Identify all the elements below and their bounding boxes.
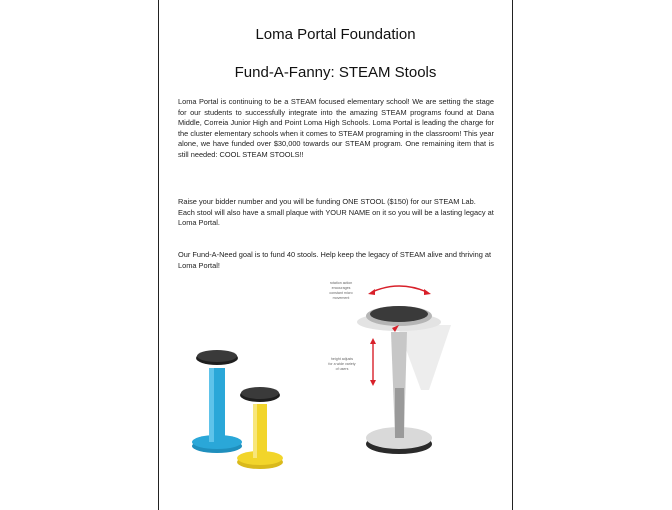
annotation-rotation-2: encourages: [331, 286, 351, 290]
annotation-rotation-1: rotation action: [329, 281, 353, 285]
document-title: Loma Portal Foundation: [255, 26, 416, 43]
annotation-height-1: height adjusts: [330, 357, 354, 361]
paragraph-intro: Loma Portal is continuing to be a STEAM focused elementary school! We are setting the stage for our students to successfully integrate into the amazing STEAM programs found at Dana Middle, Correia Junior High and Point Loma High Schools. Loma Portal is leading the charge for the cluster elementary schools when it comes to STEAM programing in the classroom! This year alone, we have funded over $30,000 towards our STEAM program. One remaining item that is still needed: COOL STEAM STOOLS!!: [178, 97, 494, 159]
paragraph-bidder: Raise your bidder number and you will be funding ONE STOOL ($150) for our STEAM Lab. Each stool will also have a small plaque with YOUR NAME on it so you will be a lasting legacy at Loma Portal.: [178, 197, 494, 228]
blue-stool: [192, 350, 242, 453]
document-subtitle: Fund-A-Fanny: STEAM Stools: [234, 64, 437, 81]
document-page: [158, 0, 513, 510]
annotation-height-3: of users: [335, 367, 349, 371]
yellow-stool: [237, 387, 283, 469]
rotation-arrow: [372, 286, 427, 292]
annotation-rotation-4: movement: [332, 296, 350, 300]
annotation-height-2: for a wide variety: [328, 362, 356, 366]
stools-illustration: [159, 270, 514, 510]
paragraph-goal: Our Fund-A-Need goal is to fund 40 stools. Help keep the legacy of STEAM alive and thriving at Loma Portal!: [178, 250, 492, 270]
annotation-rotation-3: constant micro: [329, 291, 353, 295]
